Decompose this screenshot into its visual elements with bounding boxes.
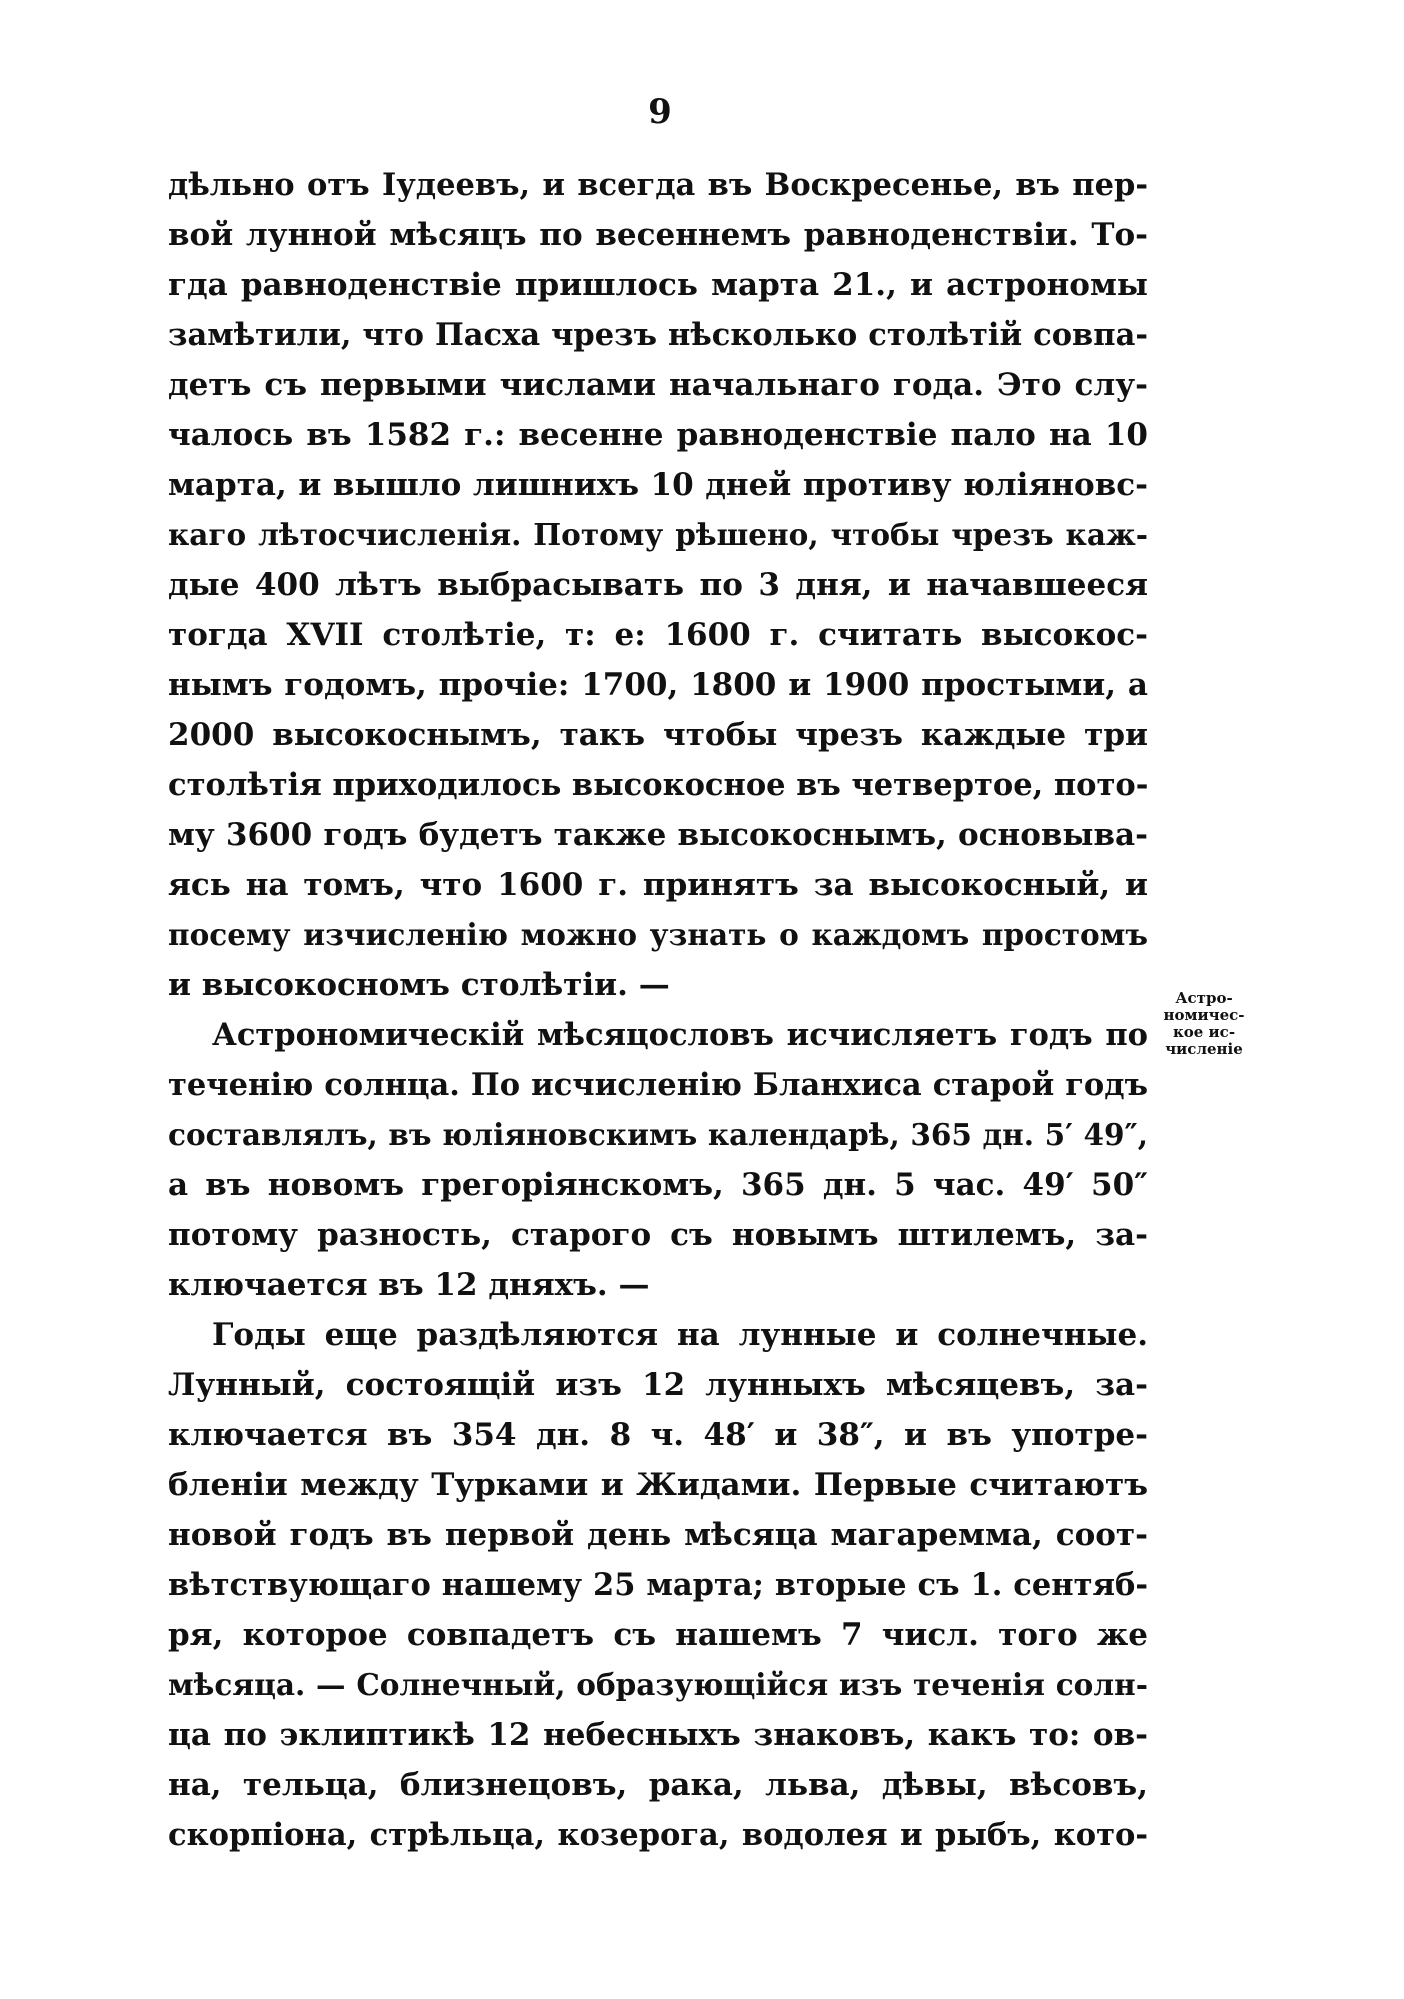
text-line: ключается въ 12 дняхъ. — (168, 1267, 650, 1303)
page-number: 9 (648, 92, 672, 132)
text-line: вой лунной мѣсяцъ по весеннемъ равноденствіи. То- (168, 217, 1148, 253)
text-line: марта, и вышло лишнихъ 10 дней противу юліяновс- (168, 467, 1148, 503)
margin-note-line: численіе (1165, 1040, 1243, 1058)
text-line: дѣльно отъ Іудеевъ, и всегда въ Воскресенье, въ пер- (168, 167, 1148, 203)
text-line: столѣтія приходилось высокосное въ четвертое, пото- (168, 767, 1148, 803)
text-line: му 3600 годъ будетъ также высокоснымъ, основыва- (168, 817, 1148, 853)
text-line: потому разность, старого съ новымъ штилемъ, за- (168, 1217, 1148, 1253)
text-line: посему изчисленію можно узнать о каждомъ простомъ (168, 917, 1148, 952)
text-line: а въ новомъ грегоріянскомъ, 365 дн. 5 час. 49′ 50″ (168, 1167, 1148, 1203)
paragraph-start-line: Годы еще раздѣляются на лунные и солнечные. (212, 1317, 1148, 1353)
text-line: бленіи между Турками и Жидами. Первые считаютъ (168, 1467, 1148, 1503)
text-line: составлялъ, въ юліяновскимъ календарѣ, 365 дн. 5′ 49″, (168, 1117, 1148, 1152)
margin-note-line: номичес- (1163, 1006, 1245, 1024)
text-line: ря, которое совпадетъ съ нашемъ 7 числ. того же (168, 1617, 1148, 1653)
text-line: ца по эклиптикѣ 12 небесныхъ знаковъ, какъ то: ов- (168, 1717, 1148, 1753)
body-text (168, 160, 1148, 1860)
text-line: 2000 высокоснымъ, такъ чтобы чрезъ каждые три (168, 717, 1148, 753)
text-line: Лунный, состоящій изъ 12 лунныхъ мѣсяцевъ, за- (168, 1367, 1148, 1403)
text-line: на, тельца, близнецовъ, рака, льва, дѣвы, вѣсовъ, (168, 1767, 1148, 1803)
text-line: ключается въ 354 дн. 8 ч. 48′ и 38″, и въ употре- (168, 1417, 1148, 1453)
text-line: ясь на томъ, что 1600 г. принятъ за высокосный, и (168, 867, 1148, 903)
paragraph-start-line: Астрономическій мѣсяцословъ исчисляетъ годъ по (212, 1017, 1148, 1053)
text-line: тогда XVII столѣтіе, т: е: 1600 г. считать высокос- (168, 617, 1148, 653)
text-line: нымъ годомъ, прочіе: 1700, 1800 и 1900 простыми, а (168, 667, 1148, 703)
text-line: дые 400 лѣтъ выбрасывать по 3 дня, и начавшееся (168, 567, 1148, 603)
margin-note (1162, 990, 1246, 1058)
text-line: мѣсяца. — Солнечный, образующійся изъ теченія солн- (168, 1667, 1148, 1702)
text-line: гда равноденствіе пришлось марта 21., и астрономы (168, 267, 1148, 303)
text-line: и высокосномъ столѣтіи. — (168, 967, 670, 1003)
text-line: замѣтили, что Пасха чрезъ нѣсколько столѣтій совпа- (168, 317, 1148, 353)
text-line: новой годъ въ первой день мѣсяца магаремма, соот- (168, 1517, 1148, 1553)
margin-note-line: Астро- (1175, 989, 1233, 1007)
text-line: чалось въ 1582 г.: весенне равноденствіе пало на 10 (168, 417, 1148, 453)
text-line: каго лѣтосчисленія. Потому рѣшено, чтобы чрезъ каж- (168, 517, 1148, 552)
text-line: скорпіона, стрѣльца, козерога, водолея и рыбъ, кото- (168, 1817, 1148, 1853)
text-line: детъ съ первыми числами начальнаго года. Это слу- (168, 367, 1148, 403)
margin-note-line: кое ис- (1172, 1023, 1236, 1041)
text-line: теченію солнца. По исчисленію Бланхиса старой годъ (168, 1067, 1148, 1103)
text-line: вѣтствующаго нашему 25 марта; вторые съ 1. сентяб- (168, 1567, 1148, 1603)
